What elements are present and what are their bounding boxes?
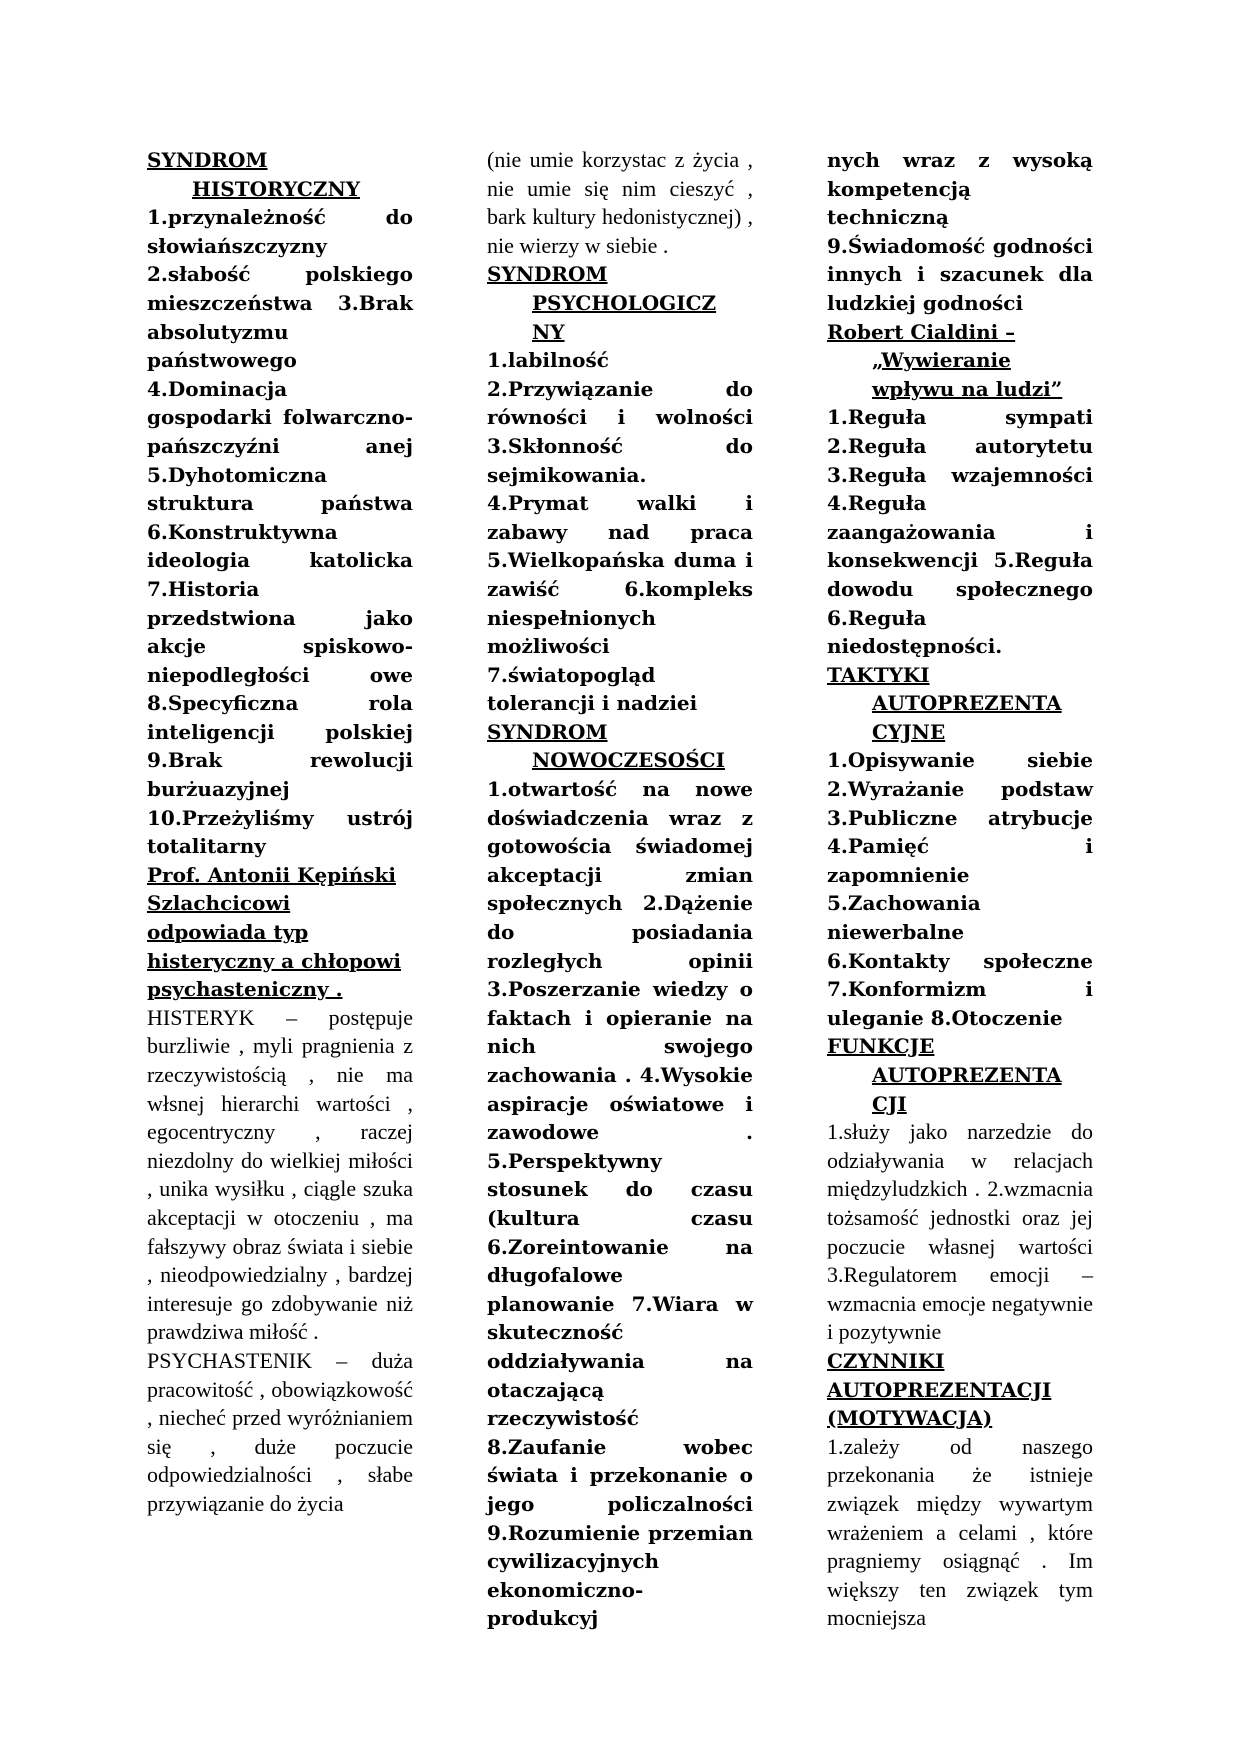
heading-line: wpływu na ludzi” xyxy=(872,376,1063,401)
bold-paragraph: 1.labilność 2.Przywiązanie do równości i wolności 3.Skłonność do sejmikowania. 4.Prymat walki i zabawy nad praca 5.Wielkopańska duma i zawiść 6.kompleks niespełnionych możliwości 7.światopogląd tolerancji i nadziei xyxy=(487,348,753,716)
heading-line: (MOTYWACJA) xyxy=(827,1406,993,1431)
text-column-1 xyxy=(147,146,413,1519)
heading-line: SYNDROM xyxy=(487,262,608,287)
text-paragraph: HISTERYK – postępuje burzliwie , myli pragnienia z rzeczywistością , nie ma włsnej hierarchi wartości , egocentryczny , raczej niezdolny do wielkiej miłości , unika wysiłku , ciągle szuka akceptacji w otoczeniu , ma fałszywy obraz świata i siebie , nieodpowiedzialny , bardzej interesuje go zdobywanie niż prawdziwa miłość . xyxy=(147,1004,413,1345)
section-heading xyxy=(147,146,413,203)
heading-line: SYNDROM xyxy=(147,148,268,172)
text-column-2 xyxy=(487,146,753,1633)
bold-underlined-paragraph: Prof. Antonii Kępiński Szlachcicowi odpowiada typ histeryczny a chłopowi psychasteniczny . xyxy=(147,862,401,1002)
heading-line: CZYNNIKI xyxy=(827,1348,945,1373)
bold-paragraph: 1.Opisywanie siebie 2.Wyrażanie podstaw 3.Publiczne atrybucje 4.Pamięć i zapomnienie 5.Zachowania niewerbalne 6.Kontakty społeczne 7.Konformizm i uleganie 8.Otoczenie xyxy=(827,748,1093,1030)
section-heading xyxy=(487,718,753,775)
heading-line: CYJNE xyxy=(872,719,946,744)
heading-line: PSYCHOLOGICZ xyxy=(532,290,717,315)
heading-line: SYNDROM xyxy=(487,719,608,744)
heading-line: AUTOPREZENTA xyxy=(872,691,1062,716)
heading-line: NOWOCZESOŚCI xyxy=(532,748,725,773)
heading-line: FUNKCJE xyxy=(827,1034,935,1059)
heading-line: Robert Cialdini – xyxy=(827,319,1016,344)
section-heading xyxy=(487,260,753,346)
text-paragraph: PSYCHASTENIK – duża pracowitość , obowiązkowość , niecheć przed wyróżnianiem się , duże poczucie odpowiedzialności , słabe przywiązanie do życia xyxy=(147,1347,413,1516)
bold-paragraph: 1.Reguła sympati 2.Reguła autorytetu 3.Reguła wzajemności 4.Reguła zaangażowania i konsekwencji 5.Reguła dowodu społecznego 6.Reguła niedostępności. xyxy=(827,405,1093,659)
section-heading xyxy=(827,318,1093,404)
text-paragraph: 1.służy jako narzedzie do odziaływania w relacjach międzyludzkich . 2.wzmacnia tożsamość jednostki oraz jej poczucie własnej wartości 3.Regulatorem emocji – wzmacnia emocje negatywnie i pozytywnie xyxy=(827,1119,1093,1345)
heading-line: AUTOPREZENTACJI xyxy=(827,1377,1052,1402)
section-heading xyxy=(827,1347,1093,1433)
bold-paragraph: nych wraz z wysoką kompetencją techniczną 9.Świadomość godności innych i szacunek dla ludzkiej godności xyxy=(827,148,1093,315)
heading-line: NY xyxy=(532,319,565,344)
section-heading xyxy=(827,661,1093,747)
bold-paragraph: 1.przynależność do słowiańszczyzny 2.słabość polskiego mieszczeństwa 3.Brak absolutyzmu państwowego 4.Dominacja gospodarki folwarczno-pańszczyźni anej 5.Dyhotomiczna struktura państwa 6.Konstruktywna ideologia katolicka 7.Historia przedstwiona jako akcje spiskowo-niepodległości owe 8.Specyficzna rola inteligencji polskiej 9.Brak rewolucji burżuazyjnej 10.Przeżyliśmy ustrój totalitarny xyxy=(147,205,413,859)
section-heading xyxy=(827,1032,1093,1118)
heading-line: TAKTYKI xyxy=(827,662,930,687)
heading-line: „Wywieranie xyxy=(872,348,1011,373)
heading-line: HISTORYCZNY xyxy=(192,176,361,201)
text-column-3 xyxy=(827,146,1093,1633)
text-paragraph: (nie umie korzystac z życia , nie umie się nim cieszyć , bark kultury hedonistycznej) , nie wierzy w siebie . xyxy=(487,147,753,258)
heading-line: CJI xyxy=(872,1091,907,1116)
heading-line: AUTOPREZENTA xyxy=(872,1063,1062,1087)
text-paragraph: 1.zależy od naszego przekonania że istnieje związek między wywartym wrażeniem a celami , które pragniemy osiągnąć . Im większy ten związek tym mocniejsza xyxy=(827,1433,1093,1631)
bold-paragraph: 1.otwartość na nowe doświadczenia wraz z gotowościa świadomej akceptacji zmian społecznych 2.Dążenie do posiadania rozległych opinii 3.Poszerzanie wiedzy o faktach i opieranie na nich swojego zachowania . 4.Wysokie aspiracje oświatowe i zawodowe . 5.Perspektywny stosunek do czasu (kultura czasu 6.Zoreintowanie na długofalowe planowanie 7.Wiara w skuteczność oddziaływania na otaczającą rzeczywistość 8.Zaufanie wobec świata i przekonanie o jego policzalności 9.Rozumienie przemian cywilizacyjnych ekonomiczno-produkcyj xyxy=(487,777,753,1631)
